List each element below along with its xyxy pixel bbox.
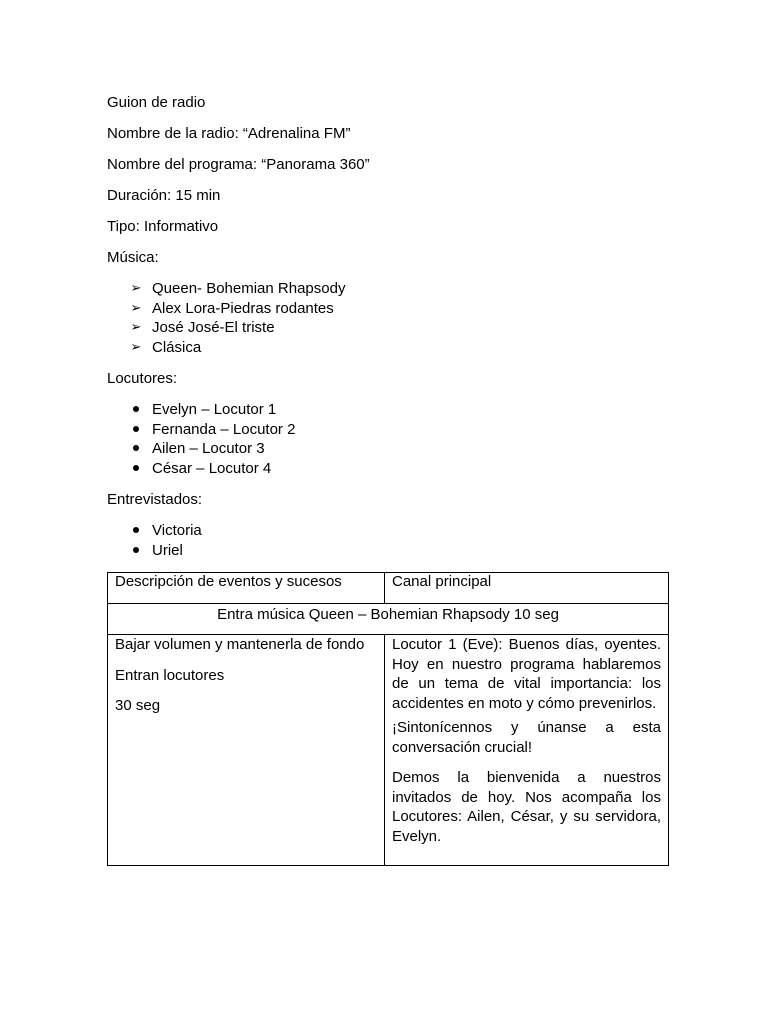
duration: Duración: 15 min <box>107 187 221 204</box>
dot-bullet-icon <box>129 541 143 561</box>
table-row <box>108 604 669 635</box>
table-cell-merged: Entra música Queen – Bohemian Rhapsody 10 seg <box>108 604 669 635</box>
announcers-heading: Locutores: <box>107 370 178 387</box>
list-item: César – Locutor 4 <box>107 459 295 479</box>
interviewees-heading: Entrevistados: <box>107 491 203 508</box>
list-item: ➢ Queen- Bohemian Rhapsody <box>130 280 346 297</box>
radio-name: Nombre de la radio: “Adrenalina FM” <box>107 125 351 142</box>
dot-bullet-icon <box>129 420 143 440</box>
cell-paragraph: ¡Sintonícennos y únanse a esta conversación crucial! <box>392 719 661 756</box>
table-row <box>108 635 669 866</box>
program-type: Tipo: Informativo <box>107 218 219 235</box>
list-item: Fernanda – Locutor 2 <box>107 420 295 440</box>
cell-paragraph: Demos la bienvenida a nuestros invitados de hoy. Nos acompaña los Locutores: Ailen, César, y su servidora, Evelyn. <box>392 769 661 845</box>
arrow-bullet-icon: ➢ <box>130 320 142 335</box>
music-heading: Música: <box>107 249 159 266</box>
list-item: ➢ Clásica <box>130 338 202 356</box>
cell-paragraph: 30 seg <box>115 697 161 714</box>
music-list <box>107 279 345 357</box>
arrow-bullet-icon: ➢ <box>130 281 142 296</box>
list-item: Victoria <box>107 521 202 541</box>
script-table <box>107 572 669 866</box>
table-cell-description <box>108 635 385 866</box>
table-header-cell: Descripción de eventos y sucesos <box>108 573 385 604</box>
list-item: Ailen – Locutor 3 <box>107 439 295 459</box>
table-header-row <box>108 573 669 604</box>
cell-paragraph: Bajar volumen y mantenerla de fondo <box>115 636 365 653</box>
table-cell-main-channel <box>385 635 669 866</box>
cell-paragraph: Locutor 1 (Eve): Buenos días, oyentes. Hoy en nuestro programa hablaremos de un tema de vital importancia: los accidentes en moto y cómo prevenirlos. <box>392 636 661 712</box>
dot-bullet-icon <box>129 439 143 459</box>
arrow-bullet-icon: ➢ <box>130 300 142 316</box>
dot-bullet-icon <box>129 521 143 541</box>
list-item: Uriel <box>107 541 202 561</box>
list-item: Evelyn – Locutor 1 <box>107 400 295 420</box>
arrow-bullet-icon: ➢ <box>130 339 142 355</box>
list-item: ➢ José José-El triste <box>130 319 275 336</box>
announcers-list <box>107 400 295 478</box>
cell-paragraph: Entran locutores <box>115 666 225 684</box>
list-item: ➢ Alex Lora-Piedras rodantes <box>130 299 334 317</box>
program-name: Nombre del programa: “Panorama 360” <box>107 156 370 173</box>
table-header-cell: Canal principal <box>385 573 669 604</box>
document-title: Guion de radio <box>107 94 206 111</box>
interviewees-list <box>107 521 202 560</box>
dot-bullet-icon <box>129 400 143 420</box>
dot-bullet-icon <box>129 459 143 479</box>
